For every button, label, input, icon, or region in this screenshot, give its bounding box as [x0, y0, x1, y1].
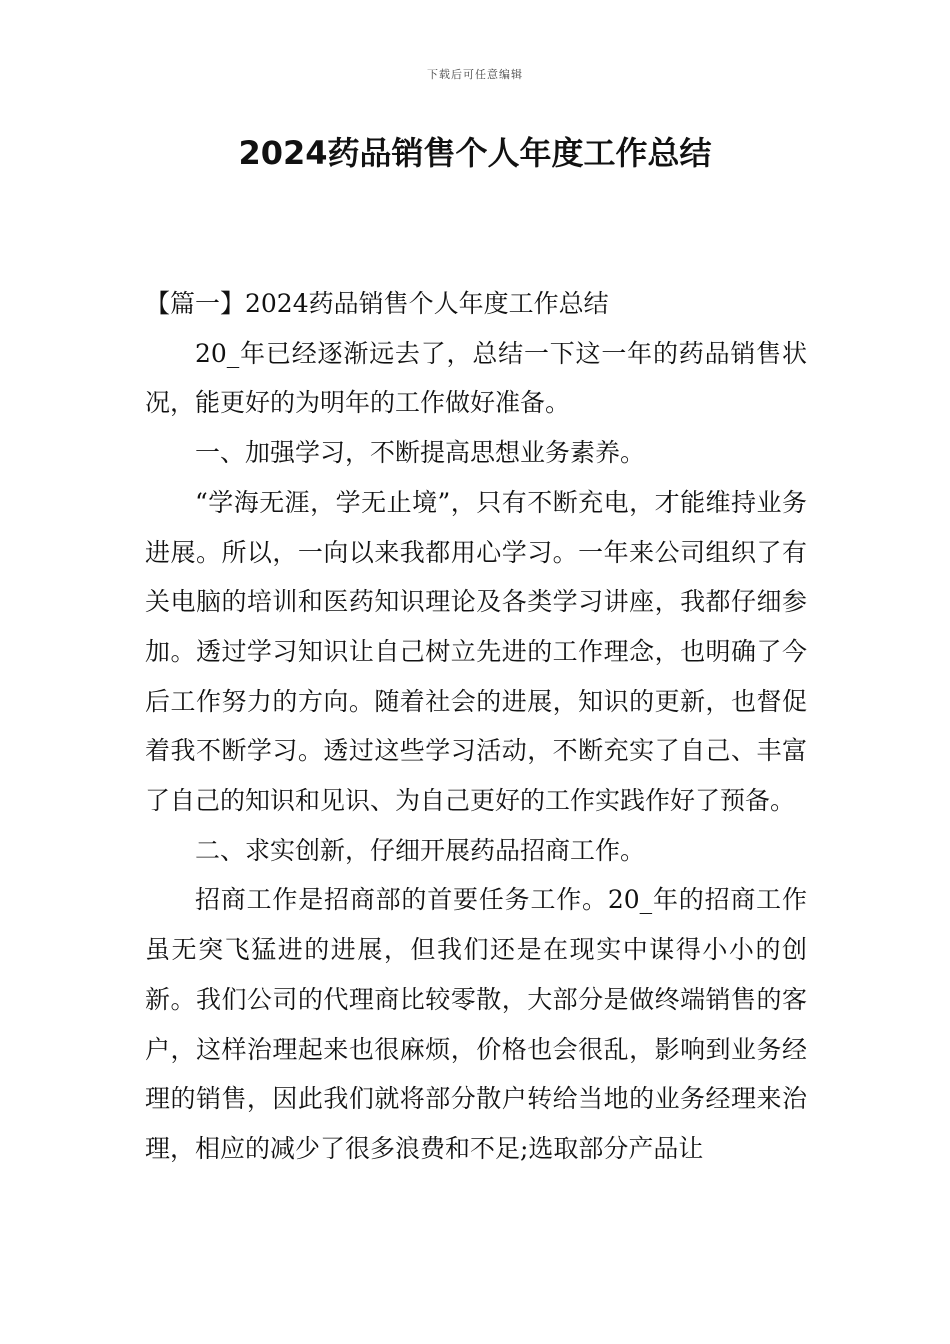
- document-title: 2024药品销售个人年度工作总结: [238, 134, 712, 172]
- document-body: [145, 279, 807, 1174]
- section-label: 【篇一】2024药品销售个人年度工作总结: [145, 289, 609, 318]
- body-paragraph: 20_年已经逐渐远去了，总结一下这一年的药品销售状况，能更好的为明年的工作做好准备。: [145, 338, 807, 418]
- body-paragraph: 招商工作是招商部的首要任务工作。20_年的招商工作虽无突飞猛进的进展，但我们还是在现实中谋得小小的创新。我们公司的代理商比较零散，大部分是做终端销售的客户，这样治理起来也很麻烦，价格也会很乱，影响到业务经理的销售，因此我们就将部分散户转给当地的业务经理来治理，相应的减少了很多浪费和不足;选取部分产品让: [145, 885, 807, 1163]
- section-heading: 二、求实创新，仔细开展药品招商工作。: [195, 835, 646, 865]
- body-paragraph: “学海无涯，学无止境”，只有不断充电，才能维持业务进展。所以，一向以来我都用心学习。一年来公司组织了有关电脑的培训和医药知识理论及各类学习讲座，我都仔细参加。透过学习知识让自己树立先进的工作理念，也明确了今后工作努力的方向。随着社会的进展，知识的更新，也督促着我不断学习。透过这些学习活动，不断充实了自己、丰富了自己的知识和见识、为自己更好的工作实践作好了预备。: [145, 487, 807, 816]
- header-note: 下载后可任意编辑: [427, 68, 523, 81]
- section-heading: 一、加强学习，不断提高思想业务素养。: [195, 438, 646, 468]
